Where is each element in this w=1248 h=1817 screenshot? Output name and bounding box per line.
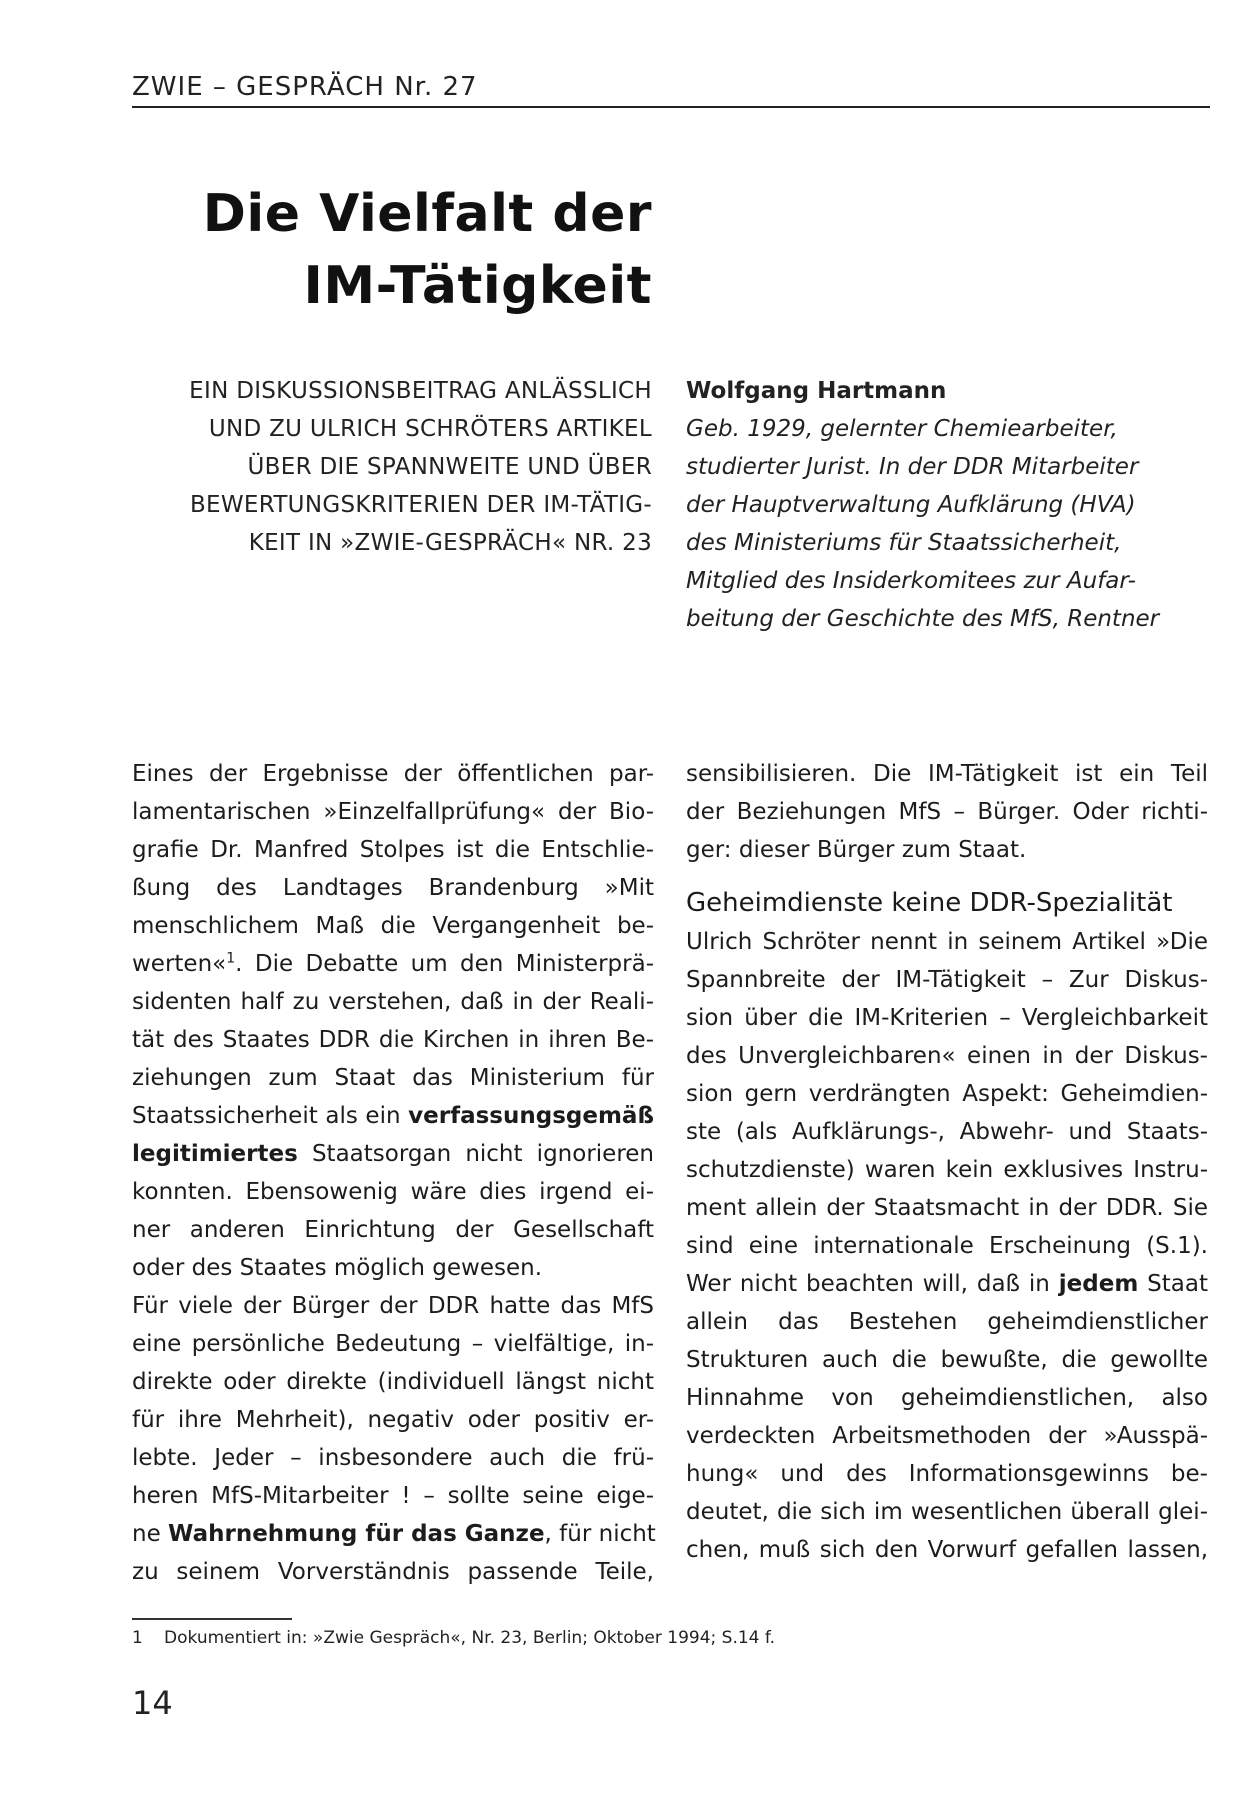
footnote-rule [132, 1618, 292, 1620]
bold-emphasis: Wahrnehmung für das Ganze [168, 1521, 545, 1547]
article-title [203, 178, 652, 322]
body-line: Für viele der Bürger der DDR hatte das MfS [132, 1293, 654, 1319]
body-line: Strukturen auch die bewußte, die gewollte [686, 1347, 1208, 1373]
body-column-right [686, 755, 1208, 1569]
footnote-text: Dokumentiert in: »Zwie Gespräch«, Nr. 23, Berlin; Oktober 1994; S.14 f. [164, 1628, 776, 1648]
bold-emphasis: legitimiertes [132, 1141, 298, 1167]
body-line: direkte oder direkte (individuell längst nicht [132, 1369, 654, 1395]
body-line: ste (als Aufklärungs-, Abwehr- und Staats- [686, 1119, 1208, 1145]
body-line: Spannbreite der IM-Tätigkeit – Zur Diskus- [686, 967, 1208, 993]
body-text: . Die Debatte um den Ministerprä- [235, 951, 654, 977]
body-line: sensibilisieren. Die IM-Tätigkeit ist ein Teil [686, 761, 1208, 787]
body-text: werten« [132, 951, 227, 977]
body-line: heren MfS-Mitarbeiter ! – sollte seine eige- [132, 1483, 654, 1509]
author-bio [686, 410, 1206, 638]
body-line: tät des Staates DDR die Kirchen in ihren Be- [132, 1027, 654, 1053]
body-line: sion gern verdrängten Aspekt: Geheimdien- [686, 1081, 1208, 1107]
body-line: hung« und des Informationsgewinns be- [686, 1461, 1208, 1487]
title-line: IM-Tätigkeit [303, 256, 652, 316]
body-text: , für nicht [544, 1521, 656, 1547]
body-line: Hinnahme von geheimdienstlichen, also [686, 1385, 1208, 1411]
body-line: chen, muß sich den Vorwurf gefallen lassen, [686, 1537, 1208, 1563]
body-line: allein das Bestehen geheimdienstlicher [686, 1309, 1208, 1335]
body-text: Staatssicherheit als ein [132, 1103, 409, 1129]
author-box [686, 372, 1206, 638]
body-line: ziehungen zum Staat das Ministerium für [132, 1065, 654, 1091]
body-line: oder des Staates möglich gewesen. [132, 1255, 543, 1281]
body-line: ner anderen Einrichtung der Gesellschaft [132, 1217, 654, 1243]
body-line: Ulrich Schröter nennt in seinem Artikel »Die [686, 929, 1208, 955]
body-line: für ihre Mehrheit), negativ oder positiv er- [132, 1407, 654, 1433]
header-rule [132, 106, 1210, 108]
body-text: ne [132, 1521, 169, 1547]
author-bio-line: studierter Jurist. In der DDR Mitarbeiter [686, 454, 1139, 480]
body-line [132, 1097, 654, 1135]
dek-line: ÜBER DIE SPANNWEITE UND ÜBER [247, 454, 652, 480]
body-line: deutet, die sich im wesentlichen überall glei- [686, 1499, 1208, 1525]
body-line: zu seinem Vorverständnis passende Teile, [132, 1559, 654, 1585]
body-line: ßung des Landtages Brandenburg »Mit [132, 875, 654, 901]
author-bio-line: beitung der Geschichte des MfS, Rentner [686, 606, 1160, 632]
body-line: lamentarischen »Einzelfallprüfung« der Bio- [132, 799, 654, 825]
body-line: ment allein der Staatsmacht in der DDR. Sie [686, 1195, 1208, 1221]
body-line: sidenten half zu verstehen, daß in der Reali- [132, 989, 654, 1015]
author-bio-line: Mitglied des Insiderkomitees zur Aufar- [686, 568, 1136, 594]
body-line: eine persönliche Bedeutung – vielfältige, in- [132, 1331, 654, 1357]
body-line [132, 1515, 654, 1553]
body-line: lebte. Jeder – insbesondere auch die frü- [132, 1445, 654, 1471]
footnote [132, 1626, 775, 1650]
author-bio-line: des Ministeriums für Staatssicherheit, [686, 530, 1122, 556]
body-line: sion über die IM-Kriterien – Vergleichbarkeit [686, 1005, 1208, 1031]
dek-line: BEWERTUNGSKRITERIEN DER IM-TÄTIG- [189, 492, 652, 518]
title-line: Die Vielfalt der [202, 184, 652, 244]
body-line: schutzdienste) waren kein exklusives Instru- [686, 1157, 1208, 1183]
dek-line: KEIT IN »ZWIE-GESPRÄCH« NR. 23 [248, 530, 652, 556]
author-bio-line: Geb. 1929, gelernter Chemiearbeiter, [686, 416, 1118, 442]
body-line: sind eine internationale Erscheinung (S.1). [686, 1233, 1208, 1259]
body-line: des Unvergleichbaren« einen in der Diskus- [686, 1043, 1208, 1069]
section-subheading: Geheimdienste keine DDR-Spezialität [686, 888, 1173, 918]
bold-emphasis: verfassungsgemäß [408, 1103, 654, 1129]
body-line [132, 945, 654, 983]
body-text: Wer nicht beachten will, daß in [686, 1271, 1059, 1297]
body-line: menschlichem Maß die Vergangenheit be- [132, 913, 654, 939]
body-line [686, 1265, 1208, 1303]
running-head: ZWIE – GESPRÄCH Nr. 27 [132, 72, 478, 102]
article-dek [189, 372, 652, 562]
dek-line: EIN DISKUSSIONSBEITRAG ANLÄSSLICH [189, 378, 652, 404]
footnote-reference: 1 [226, 950, 236, 967]
dek-line: UND ZU ULRICH SCHRÖTERS ARTIKEL [208, 416, 652, 442]
author-name: Wolfgang Hartmann [686, 378, 947, 404]
body-line: konnten. Ebensowenig wäre dies irgend ei- [132, 1179, 654, 1205]
body-line [132, 1135, 654, 1173]
footnote-number: 1 [132, 1628, 143, 1648]
page-number: 14 [132, 1684, 173, 1722]
body-line: Eines der Ergebnisse der öffentlichen par- [132, 761, 654, 787]
body-line: verdeckten Arbeitsmethoden der »Ausspä- [686, 1423, 1208, 1449]
body-line: der Beziehungen MfS – Bürger. Oder richti- [686, 799, 1208, 825]
body-text: Staatsorgan nicht ignorieren [297, 1141, 654, 1167]
body-column-left [132, 755, 654, 1591]
author-bio-line: der Hauptverwaltung Aufklärung (HVA) [686, 492, 1136, 518]
body-line: ger: dieser Bürger zum Staat. [686, 837, 1027, 863]
body-line: grafie Dr. Manfred Stolpes ist die Entschlie- [132, 837, 654, 863]
body-text: Staat [1138, 1271, 1209, 1297]
bold-emphasis: jedem [1058, 1271, 1139, 1297]
